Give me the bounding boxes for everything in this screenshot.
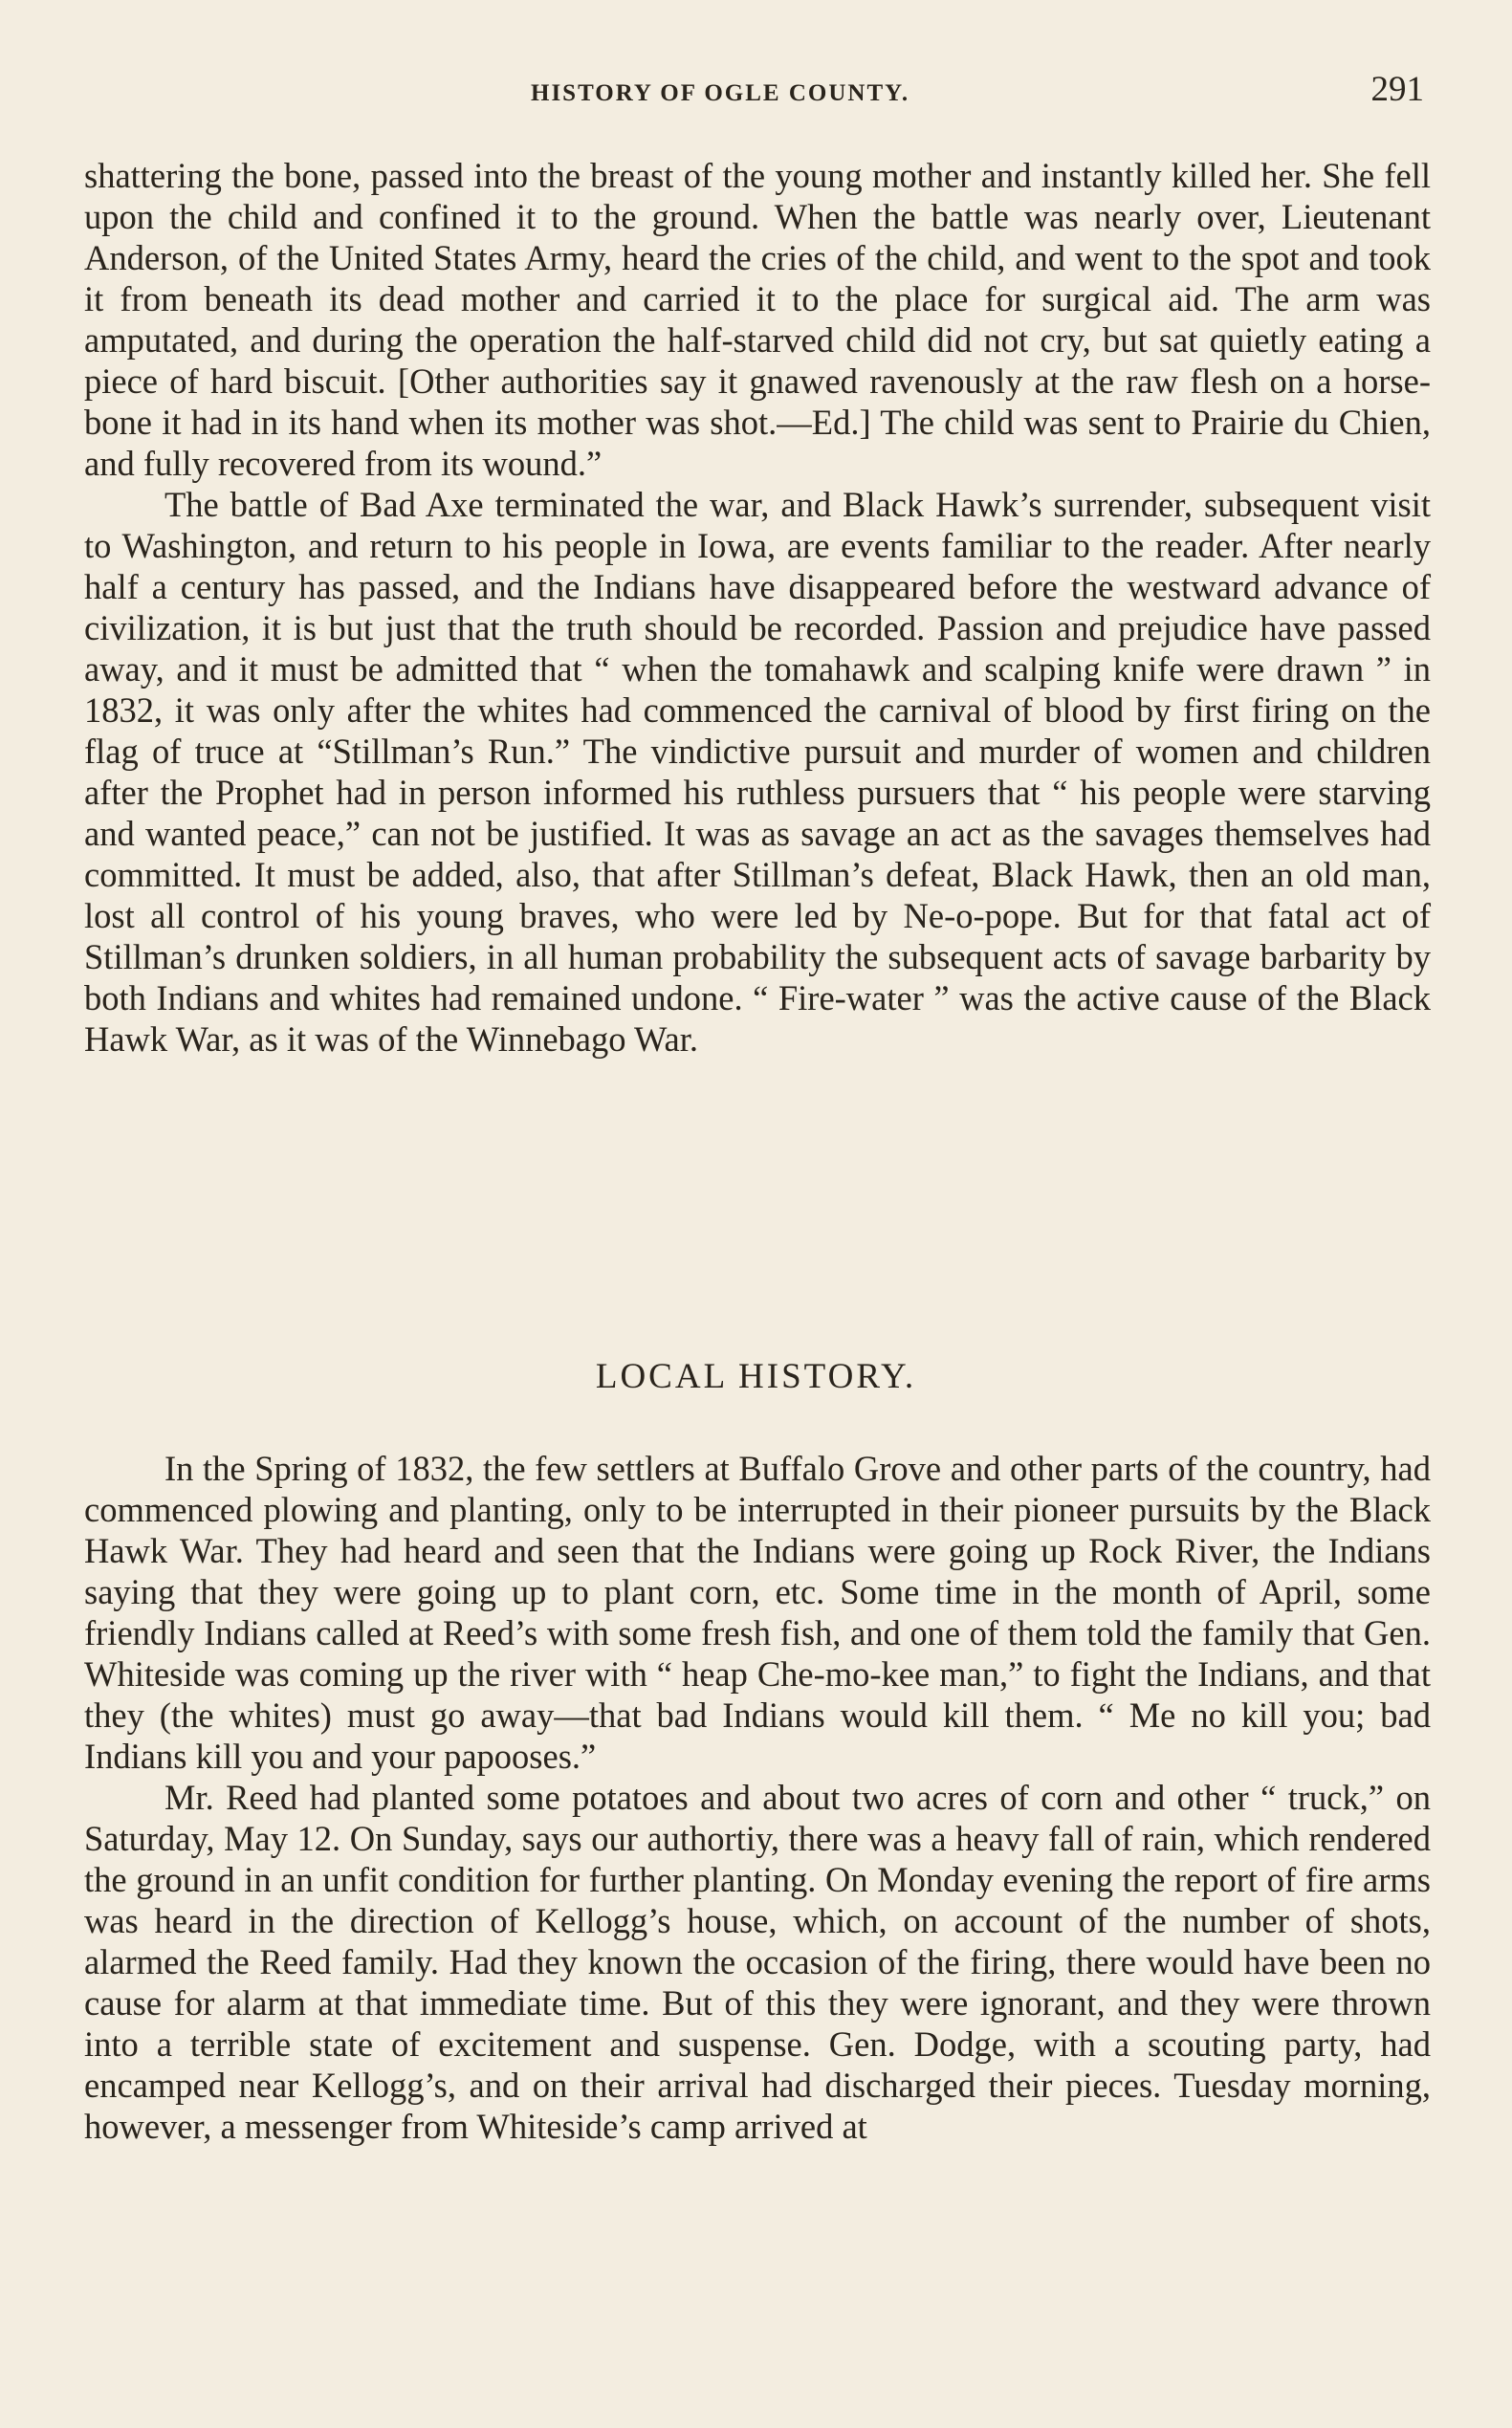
- page-header: [0, 69, 1512, 117]
- paragraph: In the Spring of 1832, the few settlers at Buffalo Grove and other parts of the country, had commenced plowing and planting, only to be interrupted in their pioneer pursuits by the Black Hawk War. They had heard and seen that the Indians were going up Rock River, the Indians saying that they were going up to plant corn, etc. Some time in the month of April, some friendly Indians called at Reed’s with some fresh fish, and one of them told the family that Gen. Whiteside was coming up the river with “ heap Che-mo-kee man,” to fight the Indians, and that they (the whites) must go away—that bad Indians would kill them. “ Me no kill you; bad Indians kill you and your papooses.”: [84, 1449, 1431, 1776]
- running-title: HISTORY OF OGLE COUNTY.: [531, 80, 910, 106]
- paragraph: The battle of Bad Axe terminated the war, and Black Hawk’s surrender, subsequent visit to Washington, and return to his people in Iowa, are events familiar to the reader. After nearly half a century has passed, and the Indians have disappeared before the westward advance of civilization, it is but just that the truth should be recorded. Passion and prejudice have passed away, and it must be admitted that “ when the tomahawk and scalping knife were drawn ” in 1832, it was only after the whites had commenced the carnival of blood by first firing on the flag of truce at “Stillman’s Run.” The vindictive pursuit and murder of women and children after the Prophet had in person informed his ruthless pursuers that “ his people were starving and wanted peace,” can not be justified. It was as savage an act as the savages themselves had committed. It must be added, also, that after Stillman’s defeat, Black Hawk, then an old man, lost all control of his young braves, who were led by Ne-o-pope. But for that fatal act of Stillman’s drunken soldiers, in all human probability the subsequent acts of savage barbarity by both Indians and whites had remained undone. “ Fire-water ” was the active cause of the Black Hawk War, as it was of the Winnebago War.: [84, 485, 1431, 1059]
- body-text-after-heading: [84, 1448, 1431, 2147]
- paragraph: shattering the bone, passed into the breast of the young mother and instantly killed her. She fell upon the child and confined it to the ground. When the battle was nearly over, Lieutenant Anderson, of the United States Army, heard the cries of the child, and went to the spot and took it from beneath its dead mother and carried it to the place for surgical aid. The arm was amputated, and during the operation the half-starved child did not cry, but sat quietly eating a piece of hard biscuit. [Other authorities say it gnawed ravenously at the raw flesh on a horse-bone it had in its hand when its mother was shot.—Ed.] The child was sent to Prairie du Chien, and fully recovered from its wound.”: [84, 156, 1431, 483]
- body-text-before-heading: [84, 155, 1431, 1060]
- paragraph: Mr. Reed had planted some potatoes and about two acres of corn and other “ truck,” on Saturday, May 12. On Sunday, says our authortiy, there was a heavy fall of rain, which rendered the ground in an unfit condition for further planting. On Monday evening the report of fire arms was heard in the direction of Kellogg’s house, which, on account of the number of shots, alarmed the Reed family. Had they known the occasion of the firing, there would have been no cause for alarm at that immediate time. But of this they were ignorant, and they were thrown into a terrible state of excitement and suspense. Gen. Dodge, with a scouting party, had encamped near Kellogg’s, and on their arrival had discharged their pieces. Tuesday morning, however, a messenger from Whiteside’s camp arrived at: [84, 1778, 1431, 2146]
- page-number: 291: [1370, 70, 1424, 109]
- section-heading: LOCAL HISTORY.: [595, 1357, 917, 1396]
